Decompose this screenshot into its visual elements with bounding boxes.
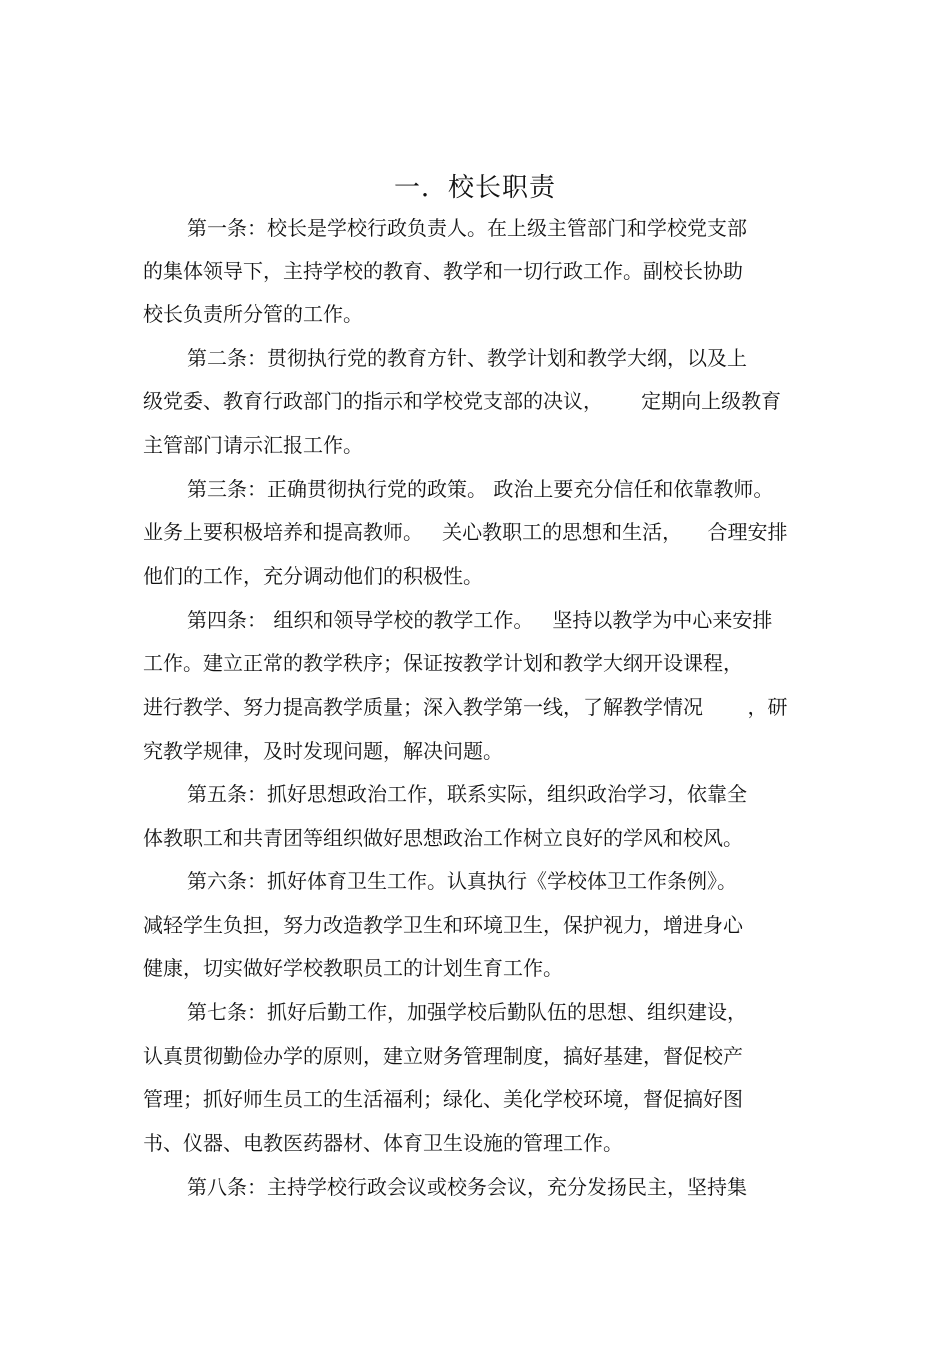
paragraph-3-line-2: 业务上要积极培养和提高教师。 关心教职工的思想和生活， 合理安排 (143, 520, 788, 544)
paragraph-2-line-2: 级党委、教育行政部门的指示和学校党支部的决议， 定期向上级教育 (143, 389, 782, 413)
paragraph-7-line-4: 书、仪器、电教医药器材、体育卫生设施的管理工作。 (143, 1131, 623, 1155)
paragraph-7-line-2: 认真贯彻勤俭办学的原则，建立财务管理制度，搞好基建，督促校产 (143, 1044, 743, 1068)
paragraph-6-line-1: 第六条：抓好体育卫生工作。认真执行《学校体卫工作条例》。 (187, 869, 737, 893)
paragraph-4-line-2: 工作。建立正常的教学秩序；保证按教学计划和教学大纲开设课程， (143, 651, 743, 675)
paragraph-3-line-1: 第三条：正确贯彻执行党的政策。 政治上要充分信任和依靠教师。 (187, 477, 774, 501)
paragraph-8-line-1: 第八条：主持学校行政会议或校务会议，充分发扬民主，坚持集 (187, 1175, 747, 1199)
paragraph-7-line-1: 第七条：抓好后勤工作，加强学校后勤队伍的思想、组织建设， (187, 1000, 747, 1024)
paragraph-5-line-2: 体教职工和共青团等组织做好思想政治工作树立良好的学风和校风。 (143, 826, 743, 850)
paragraph-2-line-1: 第二条：贯彻执行党的教育方针、教学计划和教学大纲，以及上 (187, 346, 747, 370)
paragraph-1-line-3: 校长负责所分管的工作。 (143, 302, 363, 326)
paragraph-4-line-4: 究教学规律，及时发现问题，解决问题。 (143, 739, 503, 763)
paragraph-4-line-3: 进行教学、努力提高教学质量；深入教学第一线，了解教学情况 ，研 (143, 695, 788, 719)
paragraph-7-line-3: 管理；抓好师生员工的生活福利；绿化、美化学校环境，督促搞好图 (143, 1087, 743, 1111)
document-title: 一．校长职责 (393, 173, 556, 203)
paragraph-2-line-3: 主管部门请示汇报工作。 (143, 433, 363, 457)
paragraph-1-line-1: 第一条：校长是学校行政负责人。在上级主管部门和学校党支部 (187, 216, 747, 240)
paragraph-3-line-3: 他们的工作，充分调动他们的积极性。 (143, 564, 483, 588)
paragraph-5-line-1: 第五条：抓好思想政治工作，联系实际，组织政治学习，依靠全 (187, 782, 747, 806)
paragraph-6-line-3: 健康，切实做好学校教职员工的计划生育工作。 (143, 956, 563, 980)
paragraph-1-line-2: 的集体领导下，主持学校的教育、教学和一切行政工作。副校长协助 (143, 259, 743, 283)
paragraph-6-line-2: 减轻学生负担，努力改造教学卫生和环境卫生，保护视力，增进身心 (143, 913, 743, 937)
paragraph-4-line-1: 第四条： 组织和领导学校的教学工作。 坚持以教学为中心来安排 (187, 608, 773, 632)
